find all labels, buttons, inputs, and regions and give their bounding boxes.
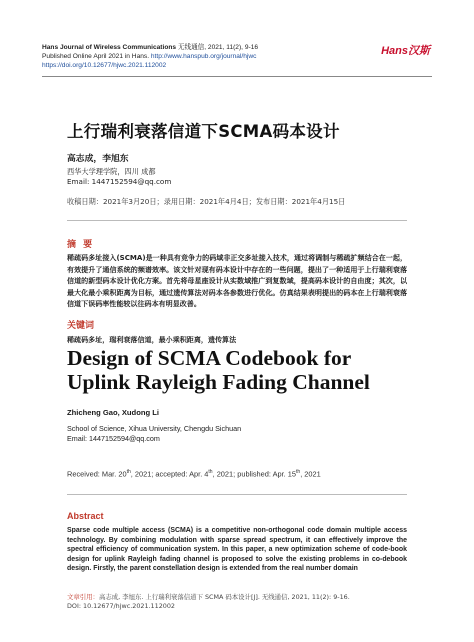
header-divider	[42, 76, 432, 77]
section-divider-en	[67, 494, 407, 495]
journal-name: Hans Journal of Wireless Communications	[42, 44, 177, 51]
published-date: , 2021; published: Apr. 15	[212, 469, 297, 479]
email-cn: Email: 1447152594@qq.com	[67, 177, 172, 186]
received-sup: th	[126, 469, 131, 475]
published-sup: th	[296, 469, 301, 475]
citation-line	[67, 593, 350, 602]
authors-en: Zhicheng Gao, Xudong Li	[67, 408, 159, 417]
citation-doi[interactable]: DOI: 10.12677/hjwc.2021.112002	[67, 602, 175, 610]
published-text: Published Online April 2021 in Hans.	[42, 53, 150, 60]
dates-tail: , 2021	[300, 469, 321, 479]
section-divider	[67, 220, 407, 221]
authors-cn: 高志成，李旭东	[67, 154, 129, 164]
title-en: Design of SCMA Codebook for Uplink Rayleigh Fading Channel	[67, 346, 370, 394]
dates-cn: 收稿日期：2021年3月20日；录用日期：2021年4月4日；发布日期：2021年4月15日	[67, 197, 346, 206]
email-en: Email: 1447152594@qq.com	[67, 434, 160, 443]
citation-text: 高志成, 李旭东. 上行瑞利衰落信道下 SCMA 码本设计[J]. 无线通信, 2021, 11(2): 9-16.	[98, 593, 350, 601]
accepted-date: , 2021; accepted: Apr. 4	[130, 469, 209, 479]
abstract-cn-heading: 摘 要	[67, 240, 95, 250]
citation-block	[67, 593, 350, 611]
doi-line	[42, 62, 166, 71]
keywords-cn-heading: 关键词	[67, 321, 95, 331]
journal-url[interactable]: http://www.hanspub.org/journal/hjwc	[150, 53, 257, 60]
abstract-en-body: Sparse code multiple access (SCMA) is a competitive non-orthogonal code domain multiple access technology. By combining modulation with sparse spread spectrum, it can effectively improve the spectral efficiency of communication system. In this paper, a new optimization scheme of code-book design for uplink Rayleigh fading channel is proposed to solve the existing problems in co-debook design. Firstly, the parent constellation design is extended from the real number domain	[67, 527, 407, 573]
published-line	[42, 53, 256, 62]
doi-link[interactable]: https://doi.org/10.12677/hjwc.2021.112002	[42, 62, 167, 69]
accepted-sup: th	[208, 469, 213, 475]
journal-header	[42, 44, 258, 53]
abstract-en-heading: Abstract	[67, 511, 104, 521]
keywords-cn: 稀疏码多址，瑞利衰落信道，最小乘积距离，遗传算法	[67, 335, 237, 344]
affiliation-en: School of Science, Xihua University, Chengdu Sichuan	[67, 424, 242, 433]
journal-issue: 无线通信, 2021, 11(2), 9-16	[177, 44, 259, 51]
received-date: Received: Mar. 20	[67, 469, 127, 479]
abstract-cn-body: 稀疏码多址接入(SCMA)是一种具有竞争力的码域非正交多址接入技术，通过将调制与稀疏扩频结合在一起，有效提升了通信系统的频谱效率。该文针对现有码本设计中存在的一些问题，提出了一种适用于上行瑞利衰落信道的新型码本设计优化方案。首先将母星座设计从实数域推广到复数域，提高码本设计的自由度；其次，以最大化最小乘积距离为目标，通过遗传算法对码本各参数进行优化。仿真结果表明提出的码本在上行瑞利衰落信道下误码率性能较以往码本有明显改善。	[67, 253, 407, 309]
dates-en	[67, 469, 321, 478]
affiliation-cn: 西华大学理学院，四川 成都	[67, 167, 156, 176]
title-cn: 上行瑞利衰落信道下SCMA码本设计	[67, 122, 340, 141]
hans-logo: Hans汉斯	[381, 45, 430, 57]
citation-label: 文章引用：	[67, 593, 99, 601]
